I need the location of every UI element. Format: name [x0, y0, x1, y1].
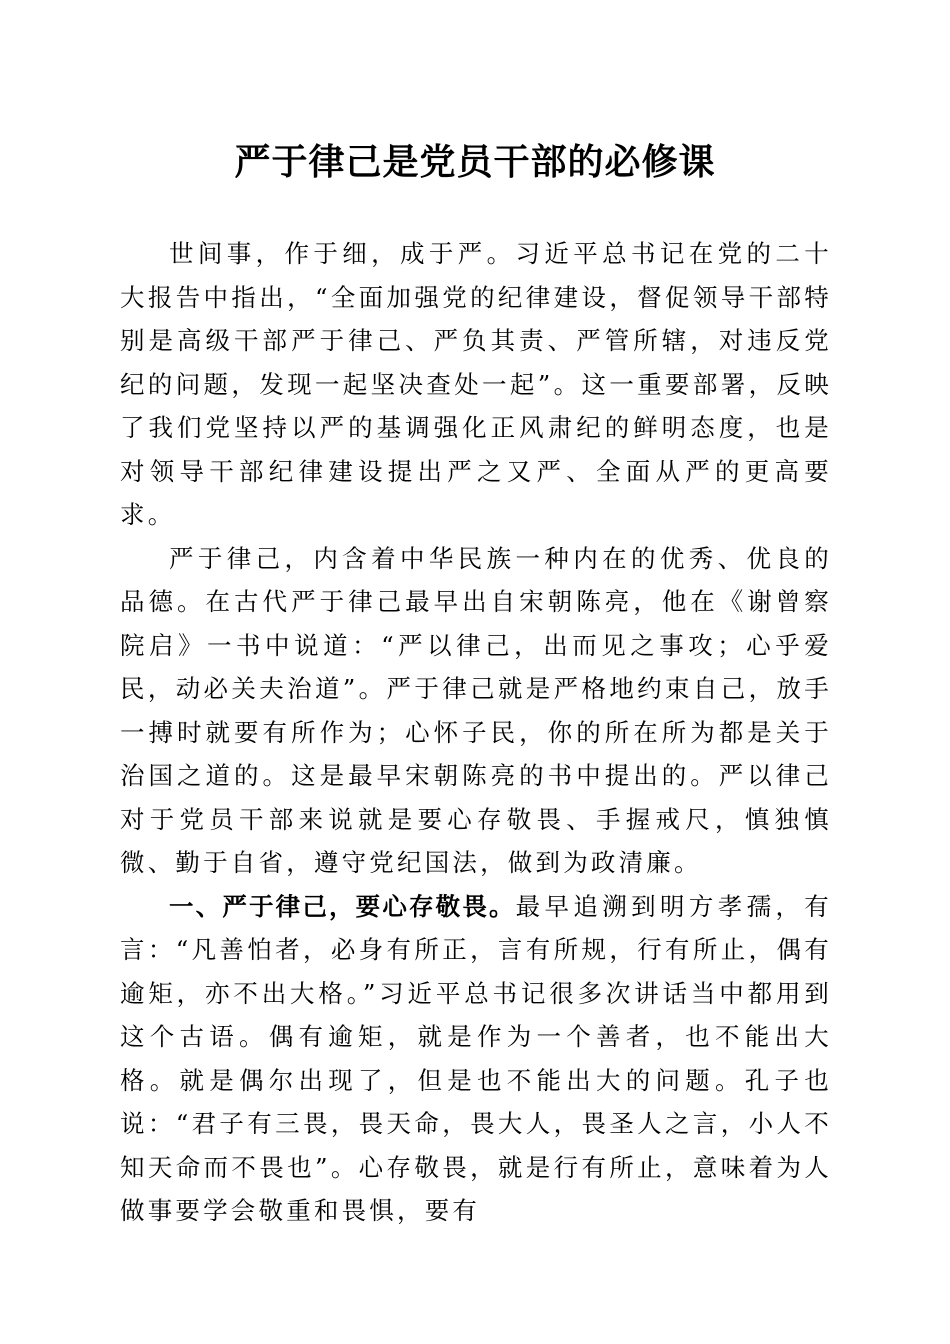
section-heading: 一、严于律己，要心存敬畏。 [169, 891, 516, 921]
paragraph-text: 世间事，作于细，成于严。习近平总书记在党的二十大报告中指出，“全面加强党的纪律建设，督促领导干部特别是高级干部严于律己、严负其责、严管所辖，对违反党纪的问题，发现一起坚决查处一起”。这一重要部署，反映了我们党坚持以严的基调强化正风肃纪的鲜明态度，也是对领导干部纪律建设提出严之又严、全面从严的更高要求。 [120, 239, 832, 529]
document-title: 严于律己是党员干部的必修课 [234, 141, 716, 183]
paragraph-intro [120, 232, 832, 537]
paragraph-section-one [120, 885, 832, 1233]
paragraph-origin [120, 537, 832, 885]
paragraph-text: 最早追溯到明方孝孺，有言：“凡善怕者，必身有所正，言有所规，行有所止，偶有逾矩，亦不出大格。”习近平总书记很多次讲话当中都用到这个古语。偶有逾矩，就是作为一个善者，也不能出大格。就是偶尔出现了，但是也不能出大的问题。孔子也说：“君子有三畏，畏天命，畏大人，畏圣人之言，小人不知天命而不畏也”。心存敬畏，就是行有所止，意味着为人做事要学会敬重和畏惧，要有 [120, 891, 833, 1225]
paragraph-text: 严于律己，内含着中华民族一种内在的优秀、优良的品德。在古代严于律己最早出自宋朝陈亮，他在《谢曾察院启》一书中说道：“严以律己，出而见之事攻；心乎爱民，动必关夫治道”。严于律己就是严格地约束自己，放手一搏时就要有所作为；心怀子民，你的所在所为都是关于治国之道的。这是最早宋朝陈亮的书中提出的。严以律己对于党员干部来说就是要心存敬畏、手握戒尺，慎独慎微、勤于自省，遵守党纪国法，做到为政清廉。 [120, 543, 832, 877]
document-body [120, 232, 832, 1233]
